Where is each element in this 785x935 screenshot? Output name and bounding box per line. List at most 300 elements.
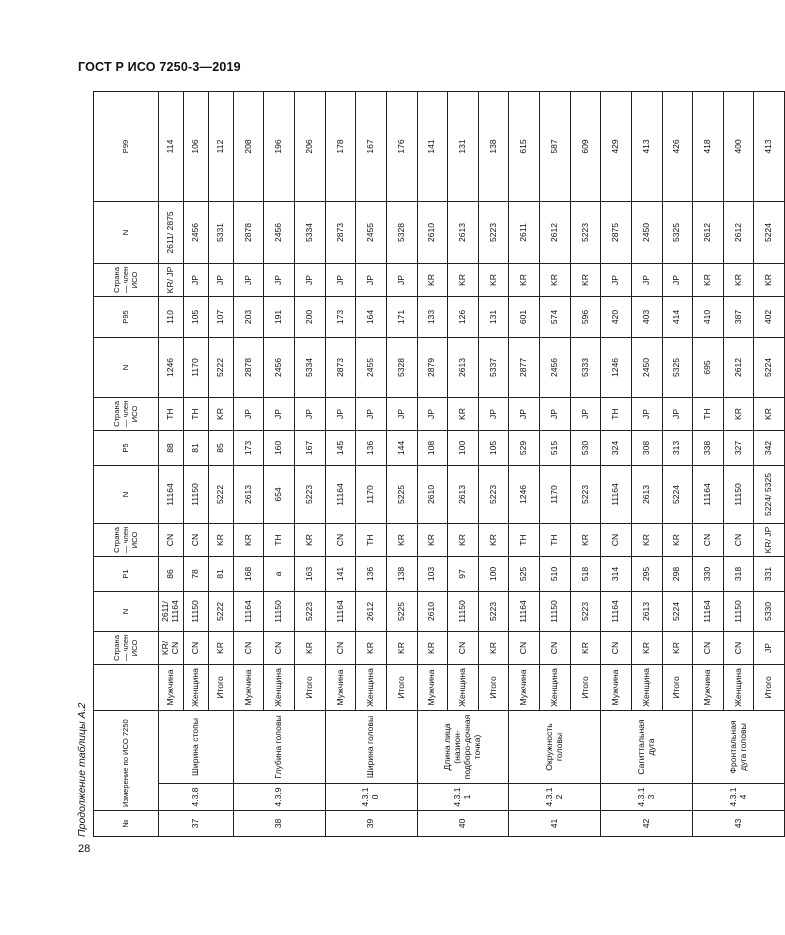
cell-p1: 518 — [570, 556, 601, 591]
cell-country-p5: CN — [325, 523, 356, 556]
cell-n-p99: 5328 — [386, 201, 417, 263]
table-row — [417, 91, 448, 836]
cell-sex: Женщина — [723, 664, 754, 710]
cell-n-p99: 5224 — [754, 201, 785, 263]
cell-n-p95: 1246 — [601, 337, 632, 397]
cell-country-p1: KR — [295, 631, 326, 664]
cell-p5: 145 — [325, 430, 356, 465]
cell-n-p99: 2456 — [183, 201, 208, 263]
cell-country-p95: JP — [570, 397, 601, 430]
cell-country-p1: CN — [233, 631, 264, 664]
cell-n-p1: 2612 — [356, 591, 387, 631]
cell-n-p5: 11150 — [723, 465, 754, 523]
cell-n-p99: 5223 — [478, 201, 509, 263]
cell-p99: 178 — [325, 91, 356, 201]
cell-country-p95: JP — [233, 397, 264, 430]
cell-p5: 338 — [693, 430, 724, 465]
cell-n-p99: 2456 — [264, 201, 295, 263]
cell-p99: 413 — [631, 91, 662, 201]
cell-sex: Женщина — [183, 664, 208, 710]
cell-n-p1: 11164 — [233, 591, 264, 631]
cell-p1: 100 — [478, 556, 509, 591]
cell-n-p1: 5223 — [570, 591, 601, 631]
cell-measure: Окружность головы — [509, 710, 601, 783]
cell-n-p99: 2612 — [693, 201, 724, 263]
cell-p95: 402 — [754, 296, 785, 337]
cell-p1: 81 — [208, 556, 233, 591]
cell-country-p5: KR — [208, 523, 233, 556]
cell-n-p1: 5330 — [754, 591, 785, 631]
cell-sex: Мужчина — [509, 664, 540, 710]
table-row — [158, 91, 183, 836]
cell-sex: Женщина — [631, 664, 662, 710]
cell-country-p99: KR — [448, 263, 479, 296]
cell-n-p1: 11164 — [601, 591, 632, 631]
cell-n-p5: 1246 — [509, 465, 540, 523]
cell-p1: 86 — [158, 556, 183, 591]
cell-n-p95: 2877 — [509, 337, 540, 397]
cell-p99: 587 — [540, 91, 571, 201]
cell-country-p5: TH — [509, 523, 540, 556]
cell-p99: 609 — [570, 91, 601, 201]
cell-p1: 314 — [601, 556, 632, 591]
cell-num: 42 — [601, 811, 693, 837]
cell-country-p5: KR — [233, 523, 264, 556]
cell-p99: 138 — [478, 91, 509, 201]
cell-sex: Итого — [386, 664, 417, 710]
cell-p99: 106 — [183, 91, 208, 201]
header-num: № — [94, 811, 159, 837]
cell-n-p95: 695 — [693, 337, 724, 397]
cell-n-p95: 2878 — [233, 337, 264, 397]
cell-sex: Мужчина — [158, 664, 183, 710]
cell-p95: 403 — [631, 296, 662, 337]
cell-country-p99: JP — [662, 263, 693, 296]
cell-sex: Женщина — [540, 664, 571, 710]
cell-n-p1: 11164 — [325, 591, 356, 631]
cell-p5: 530 — [570, 430, 601, 465]
header-p1: P1 — [94, 556, 159, 591]
cell-p5: 313 — [662, 430, 693, 465]
cell-num: 39 — [325, 811, 417, 837]
cell-sex: Итого — [295, 664, 326, 710]
cell-country-p5: KR — [295, 523, 326, 556]
cell-n-p99: 2611/ 2875 — [158, 201, 183, 263]
cell-n-p1: 5223 — [295, 591, 326, 631]
cell-n-p99: 2873 — [325, 201, 356, 263]
cell-country-p95: JP — [509, 397, 540, 430]
header-measurement: Измерение по ИСО 7250 — [94, 710, 159, 810]
cell-sex: Мужчина — [325, 664, 356, 710]
cell-country-p1: KR/ CN — [158, 631, 183, 664]
cell-n-p1: 11150 — [448, 591, 479, 631]
cell-country-p1: KR — [662, 631, 693, 664]
cell-country-p95: KR — [723, 397, 754, 430]
cell-n-p95: 2456 — [540, 337, 571, 397]
cell-measure: Ширина головы — [325, 710, 417, 783]
cell-n-p99: 5325 — [662, 201, 693, 263]
table-row — [233, 91, 264, 836]
cell-measure: Глубина головы — [233, 710, 325, 783]
cell-p5: 144 — [386, 430, 417, 465]
cell-num: 43 — [693, 811, 785, 837]
cell-p99: 112 — [208, 91, 233, 201]
header-p5: P5 — [94, 430, 159, 465]
cell-country-p95: JP — [631, 397, 662, 430]
cell-n-p95: 5328 — [386, 337, 417, 397]
cell-n-p95: 5334 — [295, 337, 326, 397]
cell-country-p5: TH — [264, 523, 295, 556]
header-n-p95: N — [94, 337, 159, 397]
cell-p99: 426 — [662, 91, 693, 201]
cell-country-p5: KR — [662, 523, 693, 556]
cell-p95: 191 — [264, 296, 295, 337]
cell-p5: 327 — [723, 430, 754, 465]
cell-country-p95: JP — [417, 397, 448, 430]
cell-sex: Итого — [478, 664, 509, 710]
cell-n-p95: 2613 — [448, 337, 479, 397]
cell-p95: 107 — [208, 296, 233, 337]
cell-p1: 78 — [183, 556, 208, 591]
cell-code: 4.3.10 — [325, 784, 417, 811]
cell-n-p99: 2610 — [417, 201, 448, 263]
cell-country-p1: CN — [264, 631, 295, 664]
cell-measure: Сагиттальная дуга — [601, 710, 693, 783]
cell-country-p95: JP — [540, 397, 571, 430]
cell-p5: 167 — [295, 430, 326, 465]
cell-country-p5: KR — [417, 523, 448, 556]
cell-country-p1: KR — [478, 631, 509, 664]
cell-n-p99: 2878 — [233, 201, 264, 263]
cell-p99: 418 — [693, 91, 724, 201]
header-n-p99: N — [94, 201, 159, 263]
cell-n-p99: 5334 — [295, 201, 326, 263]
cell-country-p95: JP — [295, 397, 326, 430]
cell-country-p95: JP — [356, 397, 387, 430]
header-country-p95: Страна — член ИСО — [94, 397, 159, 430]
cell-p99: 615 — [509, 91, 540, 201]
cell-country-p95: KR — [208, 397, 233, 430]
cell-n-p5: 11164 — [601, 465, 632, 523]
cell-n-p5: 654 — [264, 465, 295, 523]
cell-country-p95: TH — [693, 397, 724, 430]
cell-country-p5: CN — [723, 523, 754, 556]
cell-p1: 295 — [631, 556, 662, 591]
cell-country-p99: JP — [356, 263, 387, 296]
cell-n-p95: 5333 — [570, 337, 601, 397]
cell-sex: Итого — [208, 664, 233, 710]
cell-n-p1: 11164 — [509, 591, 540, 631]
cell-n-p5: 2613 — [448, 465, 479, 523]
cell-n-p99: 2455 — [356, 201, 387, 263]
cell-p95: 410 — [693, 296, 724, 337]
cell-country-p99: KR/ JP — [158, 263, 183, 296]
cell-p5: 88 — [158, 430, 183, 465]
cell-p5: 160 — [264, 430, 295, 465]
cell-n-p95: 2873 — [325, 337, 356, 397]
cell-p99: 114 — [158, 91, 183, 201]
cell-n-p5: 5225 — [386, 465, 417, 523]
cell-country-p99: JP — [233, 263, 264, 296]
cell-n-p1: 5225 — [386, 591, 417, 631]
cell-country-p1: KR — [356, 631, 387, 664]
cell-n-p95: 1246 — [158, 337, 183, 397]
cell-n-p1: 11164 — [693, 591, 724, 631]
cell-n-p5: 1170 — [356, 465, 387, 523]
cell-country-p5: KR — [478, 523, 509, 556]
cell-p5: 81 — [183, 430, 208, 465]
cell-p1: 136 — [356, 556, 387, 591]
cell-n-p99: 2613 — [448, 201, 479, 263]
cell-n-p5: 5224/ 5325 — [754, 465, 785, 523]
cell-p1: 168 — [233, 556, 264, 591]
cell-p95: 171 — [386, 296, 417, 337]
cell-country-p5: KR — [448, 523, 479, 556]
cell-n-p1: 5223 — [478, 591, 509, 631]
header-country-p5: Страна — член ИСО — [94, 523, 159, 556]
table-body — [158, 91, 784, 836]
cell-p5: 100 — [448, 430, 479, 465]
cell-p95: 126 — [448, 296, 479, 337]
page-number: 28 — [78, 843, 91, 855]
cell-country-p99: KR — [540, 263, 571, 296]
cell-p1: 330 — [693, 556, 724, 591]
table-row — [325, 91, 356, 836]
cell-p95: 110 — [158, 296, 183, 337]
cell-country-p5: KR — [631, 523, 662, 556]
cell-n-p95: 2456 — [264, 337, 295, 397]
cell-country-p1: CN — [601, 631, 632, 664]
cell-country-p99: KR — [693, 263, 724, 296]
cell-sex: Мужчина — [601, 664, 632, 710]
cell-country-p1: CN — [693, 631, 724, 664]
cell-code: 4.3.8 — [158, 784, 233, 811]
cell-p1: 97 — [448, 556, 479, 591]
cell-p95: 131 — [478, 296, 509, 337]
cell-country-p99: KR — [754, 263, 785, 296]
cell-measure: Ширина стопы — [158, 710, 233, 783]
cell-p95: 596 — [570, 296, 601, 337]
cell-country-p99: JP — [264, 263, 295, 296]
cell-n-p1: 11150 — [723, 591, 754, 631]
cell-p99: 176 — [386, 91, 417, 201]
cell-n-p1: 11150 — [183, 591, 208, 631]
cell-country-p95: KR — [754, 397, 785, 430]
cell-p1: 298 — [662, 556, 693, 591]
cell-code: 4.3.9 — [233, 784, 325, 811]
cell-num: 40 — [417, 811, 509, 837]
cell-n-p1: 11150 — [540, 591, 571, 631]
cell-p1: 141 — [325, 556, 356, 591]
cell-country-p95: JP — [264, 397, 295, 430]
cell-country-p95: TH — [158, 397, 183, 430]
cell-sex: Итого — [662, 664, 693, 710]
cell-n-p99: 2612 — [723, 201, 754, 263]
cell-country-p1: JP — [754, 631, 785, 664]
cell-country-p1: CN — [325, 631, 356, 664]
cell-p95: 200 — [295, 296, 326, 337]
header-n-p1: N — [94, 591, 159, 631]
cell-country-p1: KR — [417, 631, 448, 664]
cell-country-p99: KR — [570, 263, 601, 296]
cell-country-p5: TH — [540, 523, 571, 556]
cell-n-p5: 5224 — [662, 465, 693, 523]
cell-code: 4.3.11 — [417, 784, 509, 811]
cell-p1: 138 — [386, 556, 417, 591]
cell-country-p1: KR — [386, 631, 417, 664]
cell-n-p5: 11164 — [325, 465, 356, 523]
cell-country-p1: CN — [448, 631, 479, 664]
cell-n-p5: 5223 — [570, 465, 601, 523]
cell-p95: 574 — [540, 296, 571, 337]
cell-country-p5: CN — [693, 523, 724, 556]
cell-n-p95: 2612 — [723, 337, 754, 397]
cell-n-p99: 2612 — [540, 201, 571, 263]
cell-country-p1: KR — [208, 631, 233, 664]
cell-p95: 105 — [183, 296, 208, 337]
cell-country-p95: JP — [386, 397, 417, 430]
cell-p5: 308 — [631, 430, 662, 465]
cell-sex: Женщина — [356, 664, 387, 710]
cell-country-p5: CN — [183, 523, 208, 556]
cell-p1: 318 — [723, 556, 754, 591]
cell-n-p1: 2610 — [417, 591, 448, 631]
cell-p99: 206 — [295, 91, 326, 201]
cell-p99: 400 — [723, 91, 754, 201]
anthropometric-table — [93, 91, 785, 837]
table-row — [601, 91, 632, 836]
cell-code: 4.3.13 — [601, 784, 693, 811]
header-p99: P99 — [94, 91, 159, 201]
cell-p95: 601 — [509, 296, 540, 337]
table-row — [509, 91, 540, 836]
cell-code: 4.3.12 — [509, 784, 601, 811]
cell-num: 37 — [158, 811, 233, 837]
cell-measure: Длина лица (назион-подборо-дочная точка) — [417, 710, 509, 783]
cell-n-p5: 5223 — [478, 465, 509, 523]
cell-country-p1: CN — [723, 631, 754, 664]
cell-n-p5: 5222 — [208, 465, 233, 523]
cell-n-p99: 2611 — [509, 201, 540, 263]
cell-country-p5: CN — [158, 523, 183, 556]
header-country-p99: Страна — член ИСО — [94, 263, 159, 296]
table-caption: Продолжение таблицы А.2 — [76, 702, 88, 837]
cell-n-p5: 11150 — [183, 465, 208, 523]
cell-country-p5: TH — [356, 523, 387, 556]
cell-p5: 136 — [356, 430, 387, 465]
cell-num: 41 — [509, 811, 601, 837]
cell-country-p99: KR — [478, 263, 509, 296]
cell-p99: 131 — [448, 91, 479, 201]
cell-n-p99: 2450 — [631, 201, 662, 263]
cell-n-p95: 2879 — [417, 337, 448, 397]
cell-n-p5: 11164 — [693, 465, 724, 523]
cell-country-p5: KR — [386, 523, 417, 556]
cell-country-p5: KR/ JP — [754, 523, 785, 556]
cell-p1: 331 — [754, 556, 785, 591]
cell-n-p1: 2613 — [631, 591, 662, 631]
cell-country-p5: CN — [601, 523, 632, 556]
cell-country-p95: JP — [662, 397, 693, 430]
cell-country-p99: KR — [509, 263, 540, 296]
rotated-table-container — [76, 92, 774, 837]
cell-n-p5: 2613 — [233, 465, 264, 523]
cell-n-p95: 2450 — [631, 337, 662, 397]
header-country-p1: Страна — член ИСО — [94, 631, 159, 664]
cell-p5: 173 — [233, 430, 264, 465]
cell-n-p95: 5337 — [478, 337, 509, 397]
cell-sex: Мужчина — [693, 664, 724, 710]
cell-country-p99: JP — [183, 263, 208, 296]
cell-p95: 420 — [601, 296, 632, 337]
cell-n-p99: 2875 — [601, 201, 632, 263]
header-n-p5: N — [94, 465, 159, 523]
cell-n-p1: 5224 — [662, 591, 693, 631]
cell-p5: 529 — [509, 430, 540, 465]
cell-n-p99: 5331 — [208, 201, 233, 263]
cell-p99: 429 — [601, 91, 632, 201]
cell-p5: 324 — [601, 430, 632, 465]
cell-p99: 413 — [754, 91, 785, 201]
cell-sex: Женщина — [264, 664, 295, 710]
cell-country-p95: TH — [601, 397, 632, 430]
cell-n-p95: 5222 — [208, 337, 233, 397]
cell-p99: 167 — [356, 91, 387, 201]
cell-n-p1: 2611/ 11164 — [158, 591, 183, 631]
cell-country-p95: TH — [183, 397, 208, 430]
cell-p95: 133 — [417, 296, 448, 337]
cell-sex: Женщина — [448, 664, 479, 710]
cell-country-p95: KR — [448, 397, 479, 430]
cell-p1: 525 — [509, 556, 540, 591]
cell-country-p1: CN — [509, 631, 540, 664]
cell-p95: 387 — [723, 296, 754, 337]
cell-p1: 163 — [295, 556, 326, 591]
cell-p1: 510 — [540, 556, 571, 591]
cell-p95: 414 — [662, 296, 693, 337]
cell-country-p5: KR — [570, 523, 601, 556]
cell-n-p5: 2610 — [417, 465, 448, 523]
table-row — [693, 91, 724, 836]
cell-p5: 515 — [540, 430, 571, 465]
cell-p95: 164 — [356, 296, 387, 337]
cell-country-p99: JP — [208, 263, 233, 296]
cell-country-p95: JP — [325, 397, 356, 430]
cell-country-p1: CN — [183, 631, 208, 664]
cell-code: 4.3.14 — [693, 784, 785, 811]
cell-country-p99: KR — [417, 263, 448, 296]
cell-num: 38 — [233, 811, 325, 837]
cell-country-p99: KR — [723, 263, 754, 296]
cell-country-p99: JP — [295, 263, 326, 296]
cell-country-p99: JP — [631, 263, 662, 296]
cell-n-p95: 2455 — [356, 337, 387, 397]
header-p95: P95 — [94, 296, 159, 337]
cell-sex: Мужчина — [417, 664, 448, 710]
cell-p99: 208 — [233, 91, 264, 201]
cell-country-p1: CN — [540, 631, 571, 664]
cell-p95: 203 — [233, 296, 264, 337]
cell-n-p1: 11150 — [264, 591, 295, 631]
cell-n-p95: 5325 — [662, 337, 693, 397]
cell-n-p5: 5223 — [295, 465, 326, 523]
cell-sex: Итого — [754, 664, 785, 710]
cell-p99: 141 — [417, 91, 448, 201]
cell-n-p5: 11164 — [158, 465, 183, 523]
table-header-row — [94, 91, 159, 836]
cell-sex: Мужчина — [233, 664, 264, 710]
cell-country-p99: JP — [325, 263, 356, 296]
